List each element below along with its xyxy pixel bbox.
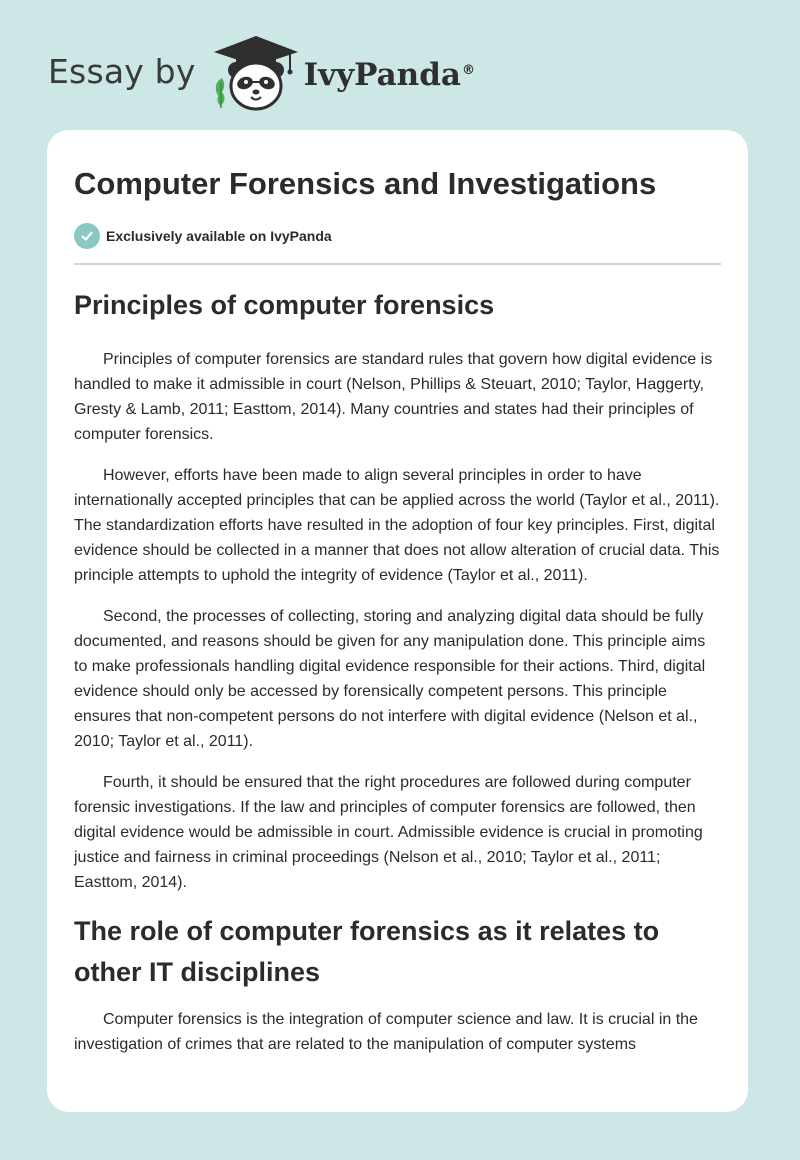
- registered-mark: ®: [461, 62, 475, 78]
- paragraph: Fourth, it should be ensured that the right procedures are followed during computer forensic investigations. If the law and principles of computer forensics are followed, then digital evidence would be admissible in court. Admissible evidence is crucial in promoting justice and fairness in criminal proceedings (Nelson et al., 2010; Taylor et al., 2011; Easttom, 2014).: [74, 774, 703, 891]
- brand-name[interactable]: IvyPanda®: [303, 57, 475, 93]
- essay-card: [47, 130, 748, 1112]
- check-circle-icon: [74, 223, 100, 249]
- exclusive-label: Exclusively available on IvyPanda: [106, 228, 332, 244]
- section-heading: Principles of computer forensics: [74, 290, 495, 320]
- paragraph: Principles of computer forensics are standard rules that govern how digital evidence is handled to make it admissible in court (Nelson, Phillips & Steuart, 2010; Taylor, Haggerty, Gresty & Lamb, 2011; Easttom, 2014). Many countries and states had their principles of computer forensics.: [74, 351, 713, 443]
- paragraph: However, efforts have been made to align several principles in order to have internationally accepted principles that can be applied across the world (Taylor et al., 2011). The standardization efforts have resulted in the adoption of four key principles. First, digital evidence should be collected in a manner that does not allow alteration of crucial data. This principle attempts to uphold the integrity of evidence (Taylor et al., 2011).: [74, 467, 720, 584]
- panda-graduate-icon[interactable]: [210, 34, 302, 114]
- exclusive-badge: [74, 222, 721, 250]
- paragraph: Computer forensics is the integration of computer science and law. It is crucial in the investigation of crimes that are related to the manipulation of computer systems: [74, 1011, 698, 1053]
- page-title: Computer Forensics and Investigations: [74, 166, 657, 201]
- site-header-brand: [48, 34, 475, 114]
- essay-by-label: Essay by: [48, 51, 196, 91]
- paragraph: Second, the processes of collecting, storing and analyzing digital data should be fully documented, and reasons should be given for any manipulation done. This principle aims to make professionals handling digital evidence responsible for their actions. Third, digital evidence should only be accessed by forensically competent persons. This principle ensures that non-competent persons do not interfere with digital evidence (Nelson et al., 2010; Taylor et al., 2011).: [74, 608, 706, 750]
- section-heading: The role of computer forensics as it relates to other IT disciplines: [74, 916, 660, 987]
- divider: [74, 263, 721, 265]
